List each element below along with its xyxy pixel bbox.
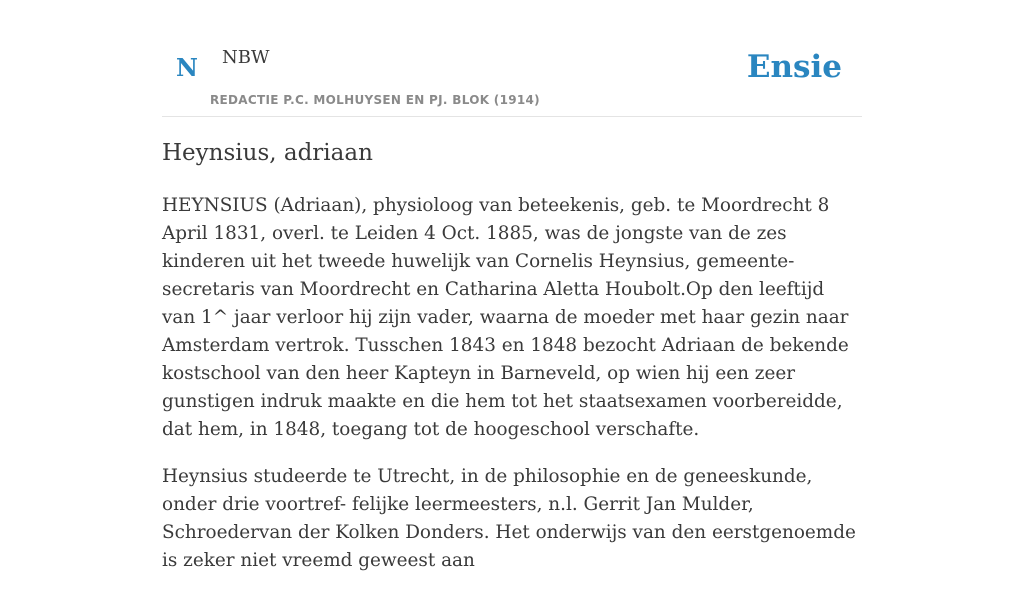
article-page	[162, 0, 862, 571]
source-subtitle: REDACTIE P.C. MOLHUYSEN EN PJ. BLOK (1914)	[210, 93, 540, 107]
source-header	[162, 0, 862, 117]
brand-logo[interactable]: Ensie	[746, 49, 842, 85]
article-paragraph: HEYNSIUS (Adriaan), physioloog van beteekenis, geb. te Moordrecht 8 April 1831, overl. te Leiden 4 Oct. 1885, was de jongste van de zes kinderen uit het tweede huwelijk van Cornelis Heynsius, gemeente-secretaris van Moordrecht en Catharina Aletta Houbolt.Op den leeftijd van 1^ jaar verloor hij zijn vader, waarna de moeder met haar gezin naar Amsterdam vertrok. Tusschen 1843 en 1848 bezocht Adriaan de bekende kostschool van den heer Kapteyn in Barneveld, op wien hij een zeer gunstigen indruk maakte en die hem tot het staatsexamen voorbereidde, dat hem, in 1848, toegang tot de hoogeschool verschafte.	[162, 195, 849, 440]
page-title: Heynsius, adriaan	[162, 140, 373, 166]
source-name[interactable]: NBW	[222, 47, 270, 68]
source-logo[interactable]: N	[176, 53, 198, 82]
article-body	[162, 192, 862, 594]
article-paragraph: Heynsius studeerde te Utrecht, in de philosophie en de geneeskunde, onder drie voortref- felijke leermeesters, n.l. Gerrit Jan Mulder, Schroedervan der Kolken Donders. Het onderwijs van den eerstgenoemde is zeker niet vreemd geweest aan	[162, 466, 856, 571]
